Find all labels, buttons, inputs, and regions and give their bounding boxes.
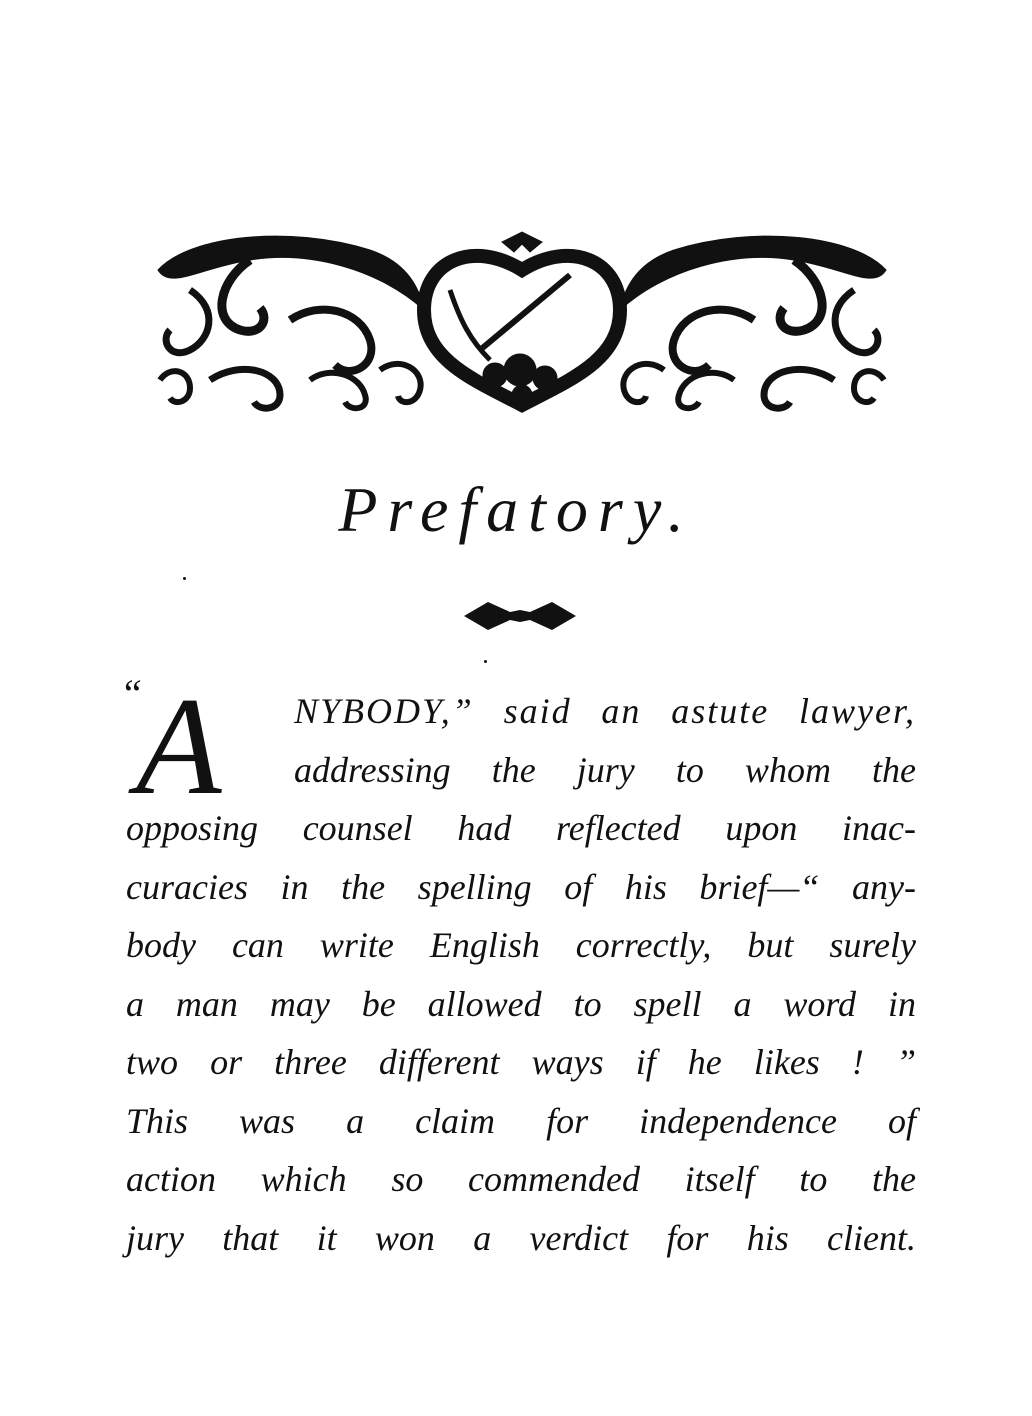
opening-quote: “ xyxy=(120,671,143,716)
page-title: Prefatory. xyxy=(338,474,694,545)
text-line: curacies in the spelling of his brief—“ any- xyxy=(126,866,916,907)
drop-cap: A xyxy=(136,669,222,824)
text-line: jury that it won a verdict for his client. xyxy=(126,1217,916,1258)
stray-dot xyxy=(484,660,487,663)
text-line: body can write English correctly, but surely xyxy=(126,925,916,965)
text-line: addressing the jury to whom the xyxy=(294,749,916,790)
text-line: a man may be allowed to spell a word in xyxy=(126,983,916,1024)
text-line: NYBODY,” said an astute lawyer, xyxy=(294,691,916,731)
text-line: This was a claim for independence of xyxy=(126,1100,916,1141)
floral-headpiece-icon xyxy=(150,230,894,415)
diamond-fleuron-icon xyxy=(462,596,578,636)
text-line: action which so commended itself to the xyxy=(126,1159,916,1199)
body-paragraph xyxy=(120,669,916,1267)
text-line: opposing counsel had reflected upon inac- xyxy=(126,808,916,848)
text-line: two or three different ways if he likes ! ” xyxy=(126,1042,916,1082)
stray-dot xyxy=(183,577,186,580)
